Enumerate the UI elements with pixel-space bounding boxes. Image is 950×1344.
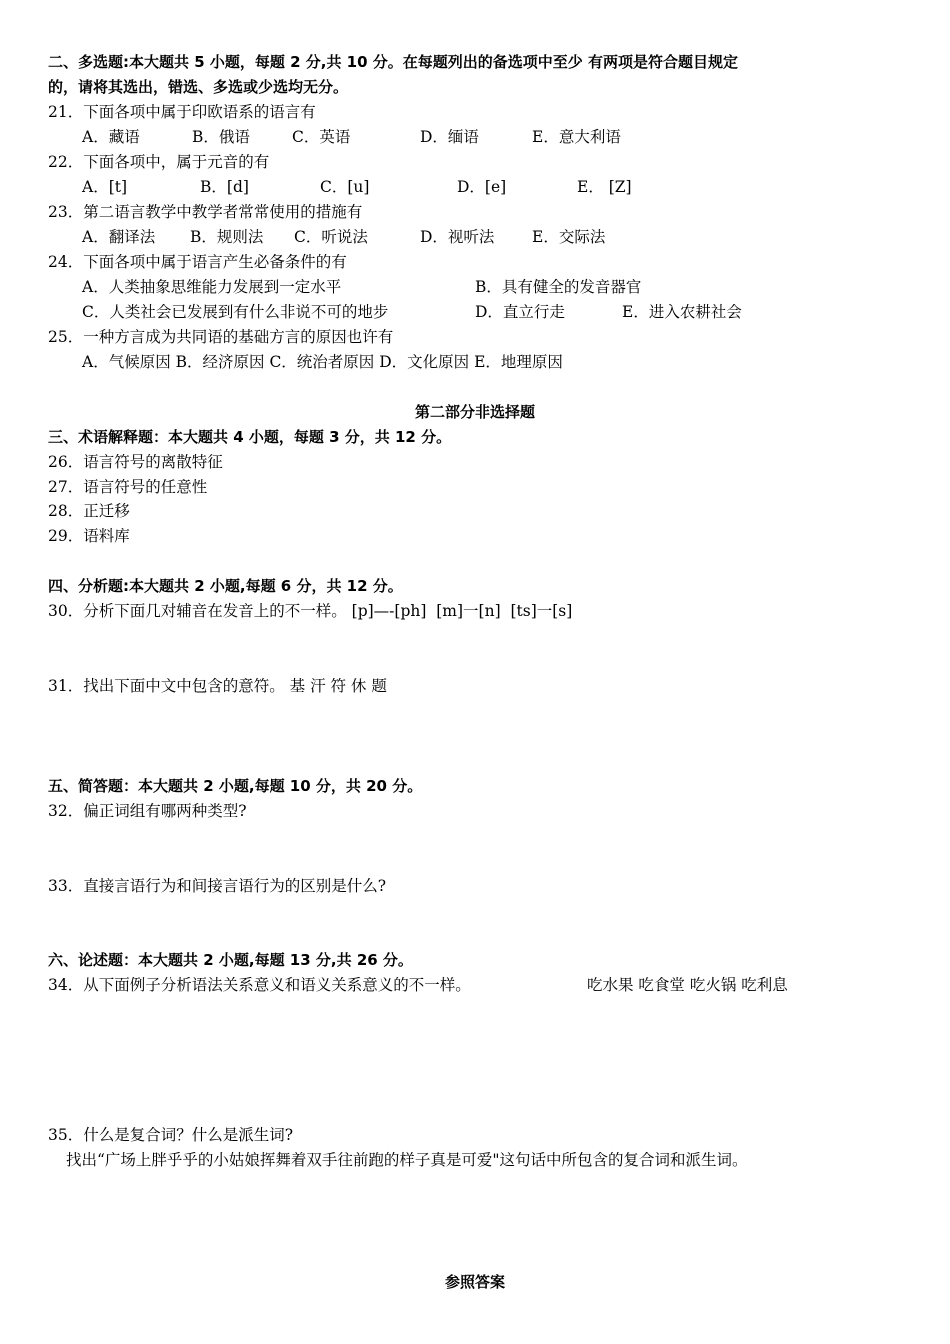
q23-option-c: C．听说法 (294, 228, 368, 246)
q34-examples: 吃水果 吃食堂 吃火锅 吃利息 (587, 976, 788, 994)
section6-header: 六、论述题：本大题共 2 小题,每题 13 分,共 26 分。 (48, 951, 413, 969)
section2-header-line1: 二、多选题:本大题共 5 小题，每题 2 分,共 10 分。在每题列出的备选项中至少 有两项是符合题目规定 (48, 53, 739, 71)
q21-option-a: A．藏语 (82, 128, 140, 146)
section5-header: 五、简答题：本大题共 2 小题,每题 10 分，共 20 分。 (48, 777, 423, 795)
q21-option-d: D．缅语 (420, 128, 479, 146)
q23-option-b: B．规则法 (190, 228, 264, 246)
q31: 31．找出下面中文中包含的意符。 基 汗 符 休 题 (48, 677, 387, 695)
q34-stem: 34．从下面例子分析语法关系意义和语义关系意义的不一样。 (48, 976, 471, 994)
q22-stem: 22．下面各项中，属于元音的有 (48, 153, 270, 171)
q32: 32．偏正词组有哪两种类型? (48, 802, 247, 820)
q24-options-row2 (82, 302, 842, 322)
q27: 27．语言符号的任意性 (48, 478, 208, 496)
q25-stem: 25．一种方言成为共同语的基础方言的原因也许有 (48, 328, 394, 346)
q23-option-a: A．翻译法 (82, 228, 156, 246)
q33: 33．直接言语行为和间接言语行为的区别是什么? (48, 877, 387, 895)
q25-options: A．气候原因 B．经济原因 C．统治者原因 D．文化原因 E．地理原因 (82, 353, 563, 371)
q23-option-d: D．视听法 (420, 228, 495, 246)
q23-stem: 23．第二语言教学中教学者常常使用的措施有 (48, 203, 363, 221)
section3-header: 三、术语解释题：本大题共 4 小题，每题 3 分，共 12 分。 (48, 428, 452, 446)
q24-option-e: E．进入农耕社会 (622, 303, 742, 321)
q24-stem: 24．下面各项中属于语言产生必备条件的有 (48, 253, 347, 271)
part2-title: 第二部分非选择题 (414, 403, 535, 421)
q24-options-row1 (82, 277, 842, 297)
section2-header-line2: 的，请将其选出，错选、多选或少选均无分。 (48, 78, 349, 96)
q21-option-b: B．俄语 (192, 128, 250, 146)
q21-options (82, 127, 782, 147)
q23-option-e: E．交际法 (532, 228, 606, 246)
q21-option-e: E．意大利语 (532, 128, 621, 146)
answers-title: 参照答案 (444, 1273, 505, 1291)
q35-line2: 找出“广场上胖乎乎的小姑娘挥舞着双手往前跑的样子真是可爱"这句话中所包含的复合词和派生词。 (66, 1151, 748, 1169)
q22-option-b: B．[d] (200, 178, 249, 196)
q35-line1: 35．什么是复合词？什么是派生词? (48, 1126, 294, 1144)
q21-stem: 21．下面各项中属于印欧语系的语言有 (48, 103, 316, 121)
q24-option-b: B．具有健全的发音器官 (475, 278, 642, 296)
q22-options (82, 177, 782, 197)
q22-option-a: A．[t] (82, 178, 128, 196)
q23-options (82, 227, 782, 247)
q22-option-e: E． [Z] (577, 178, 632, 196)
q22-option-d: D．[e] (457, 178, 507, 196)
q29: 29．语料库 (48, 527, 130, 545)
q24-option-d: D．直立行走 (475, 303, 565, 321)
section4-header: 四、分析题:本大题共 2 小题,每题 6 分，共 12 分。 (48, 577, 403, 595)
q21-option-c: C．英语 (292, 128, 351, 146)
q30: 30．分析下面几对辅音在发音上的不一样。 [p]—-[ph] [m]一[n] [ts]一[s] (48, 602, 573, 620)
q24-option-c: C．人类社会已发展到有什么非说不可的地步 (82, 303, 389, 321)
q24-option-a: A．人类抽象思维能力发展到一定水平 (82, 278, 342, 296)
q22-option-c: C．[u] (320, 178, 370, 196)
q26: 26．语言符号的离散特征 (48, 453, 223, 471)
q28: 28．正迁移 (48, 502, 130, 520)
